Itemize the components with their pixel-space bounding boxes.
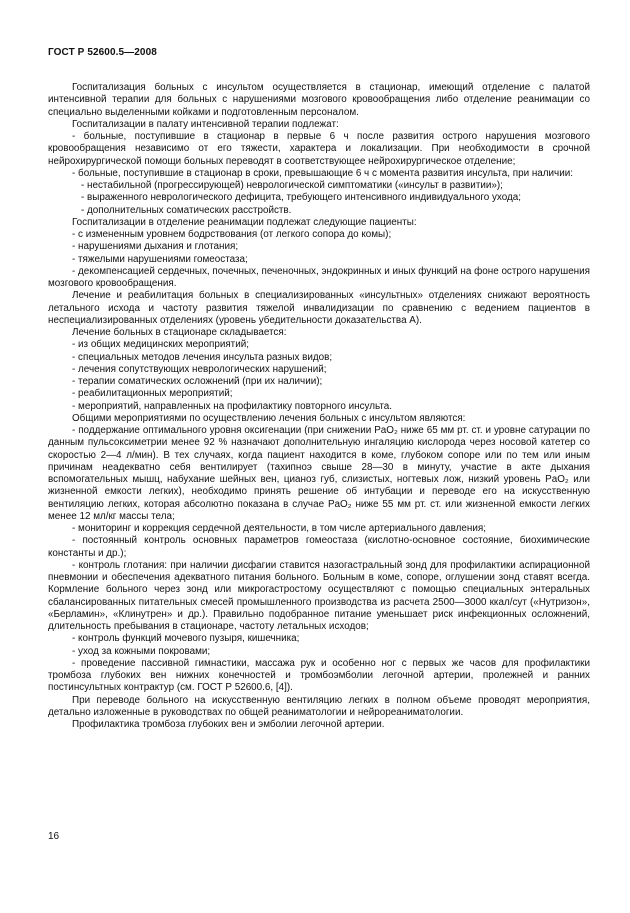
paragraph: - тяжелыми нарушениями гомеостаза; (72, 253, 248, 265)
paragraph: При переводе больного на искусственную вентиляцию легких в полном объеме проводят мероприятия, детально изложенные в руководствах по общей реаниматологии и нейрореаниматологии. (48, 694, 590, 718)
paragraph: - терапии соматических осложнений (при их наличии); (72, 376, 323, 387)
paragraph: Лечение и реабилитация больных в специализированных «инсультных» отделениях снижают вероятность летального исхода и частоту развития тяжелой инвалидизации по сравнению с ведением пациентов в неспециализированных отделениях (уровень убедительности доказательства А). (48, 290, 590, 326)
paragraph: - поддержание оптимального уровня оксигенации (при снижении PaO₂ ниже 65 мм рт. ст. и уровне сатурации по данным пульсоксиметрии менее 92 % назначают дополнительную ингаляцию кислорода через носовой катетер со скоростью 2—4 л/мин). В тех случаях, когда пациент находится в коме, глубоком сопоре или по тем или иным причинам неадекватно себя вентилирует (тахипноэ свыше 28—30 в минуту, участие в акте дыхания вспомогательных мышц, набухание шейных вен, цианоз губ, слизистых, ногтевых лож, низкий уровень PaO₂ или жизненной емкости легких), необходимо принять решение об интубации и переводе его на искусственную вентиляцию легких, которая абсолютно показана в случае PaO₂ ниже 55 мм рт. ст. или жизненной емкости легких менее 12 мл/кг массы тела; (48, 425, 590, 522)
document-body (48, 82, 590, 731)
paragraph: - лечения сопутствующих неврологических нарушений; (72, 363, 327, 375)
paragraph: Лечение больных в стационаре складывается: (72, 327, 287, 338)
paragraph: Госпитализация больных с инсультом осуществляется в стационар, имеющий отделение с палатой интенсивной терапии для больных с нарушениями мозгового кровообращения либо отделение реанимации со специально выделенными койками и подготовленным персоналом. (48, 82, 590, 118)
paragraph: - больные, поступившие в стационар в сроки, превышающие 6 ч с момента развития инсульта, при наличии: (72, 167, 573, 179)
paragraph: - реабилитационных мероприятий; (72, 388, 233, 400)
paragraph: - мероприятий, направленных на профилактику повторного инсульта. (72, 400, 393, 412)
paragraph: Профилактика тромбоза глубоких вен и эмболии легочной артерии. (72, 719, 385, 730)
paragraph: - дополнительных соматических расстройств. (81, 204, 292, 216)
paragraph: - больные, поступившие в стационар в первые 6 ч после развития острого нарушения мозгового кровообращения независимо от его тяжести, характера и локализации. При необходимости в срочной нейрохирургической помощи больных переводят в соответствующее нейрохирургическое отделение; (48, 131, 590, 167)
paragraph: - уход за кожными покровами; (72, 645, 211, 657)
paragraph: - контроль функций мочевого пузыря, кишечника; (72, 633, 300, 645)
paragraph: - специальных методов лечения инсульта разных видов; (72, 351, 333, 363)
paragraph: - выраженного неврологического дефицита, требующего интенсивного индивидуального ухода; (81, 192, 521, 204)
paragraph: Общими мероприятиями по осуществлению лечения больных с инсультом являются: (72, 412, 466, 424)
paragraph: - нестабильной (прогрессирующей) неврологической симптоматики («инсульт в развитии»); (81, 180, 503, 191)
paragraph: - контроль глотания: при наличии дисфагии ставится назогастральный зонд для профилактики аспирационной пневмонии и обеспечения адекватного питания больного. Больным в коме, сопоре, оглушении зонд ставят всегда. Кормление больного через зонд или микрогастростому осуществляют с помощью специальных энтеральных сбалансированных питательных смесей промышленного производства из расчета 2500—3000 ккал/сут («Нутризон», «Берламин», «Клинутрен» и др.). Правильно подобранное питание уменьшает риск инфекционных осложнений, длительность пребывания в стационаре, частоту летальных исходов; (48, 559, 590, 632)
paragraph: Госпитализации в палату интенсивной терапии подлежат: (72, 118, 339, 130)
paragraph: - мониторинг и коррекция сердечной деятельности, в том числе артериального давления; (72, 523, 486, 534)
paragraph: - с измененным уровнем бодрствования (от легкого сопора до комы); (72, 229, 392, 240)
paragraph: - проведение пассивной гимнастики, массажа рук и особенно ног с первых же часов для профилактики тромбоза глубоких вен нижних конечностей и тромбоэмболии легочной артерии, пролежней и ранних постинсультных контрактур (см. ГОСТ Р 52600.6, [4]). (48, 657, 590, 694)
paragraph: - постоянный контроль основных параметров гомеостаза (кислотно-основное состояние, биохимические константы и др.); (48, 535, 590, 559)
paragraph: Госпитализации в отделение реанимации подлежат следующие пациенты: (72, 216, 417, 228)
paragraph: - декомпенсацией сердечных, почечных, печеночных, эндокринных и иных функций на фоне острого нарушения мозгового кровообращения. (48, 265, 590, 289)
paragraph: - нарушениями дыхания и глотания; (72, 241, 239, 253)
page-number: 16 (48, 831, 60, 842)
paragraph: - из общих медицинских мероприятий; (72, 339, 249, 351)
document-header: ГОСТ Р 52600.5—2008 (48, 47, 157, 58)
